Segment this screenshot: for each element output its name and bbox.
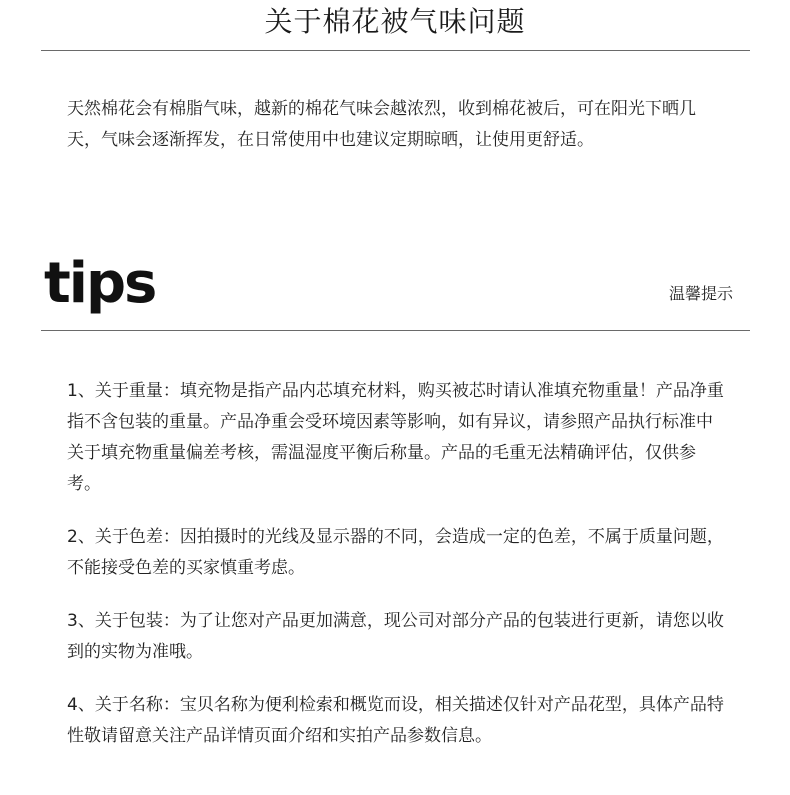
tips-subheading: 温馨提示 (668, 284, 733, 303)
tip-item-color-difference: 2、关于色差：因拍摄时的光线及显示器的不同，会造成一定的色差，不属于质量问题，不能接受色差的买家慎重考虑。 (67, 527, 724, 578)
page-title: 关于棉花被气味问题 (264, 5, 526, 38)
tip-item-weight: 1、关于重量：填充物是指产品内芯填充材料，购买被芯时请认准填充物重量！产品净重指不含包装的重量。产品净重会受环境因素等影响，如有异议，请参照产品执行标准中关于填充物重量偏差考核，需温湿度平衡后称量。产品的毛重无法精确评估，仅供参考。 (67, 381, 724, 494)
cotton-odor-paragraph: 天然棉花会有棉脂气味，越新的棉花气味会越浓烈，收到棉花被后，可在阳光下晒几天，气味会逐渐挥发，在日常使用中也建议定期晾晒，让使用更舒适。 (67, 99, 696, 150)
tips-divider (41, 330, 750, 331)
tip-item-packaging: 3、关于包装：为了让您对产品更加满意，现公司对部分产品的包装进行更新，请您以收到的实物为准哦。 (67, 611, 724, 662)
tips-list (67, 376, 727, 774)
title-divider (41, 50, 750, 51)
tips-heading: tips (44, 251, 156, 316)
tip-item-product-name: 4、关于名称：宝贝名称为便利检索和概览而设，相关描述仅针对产品花型，具体产品特性敬请留意关注产品详情页面介绍和实拍产品参数信息。 (67, 695, 724, 746)
